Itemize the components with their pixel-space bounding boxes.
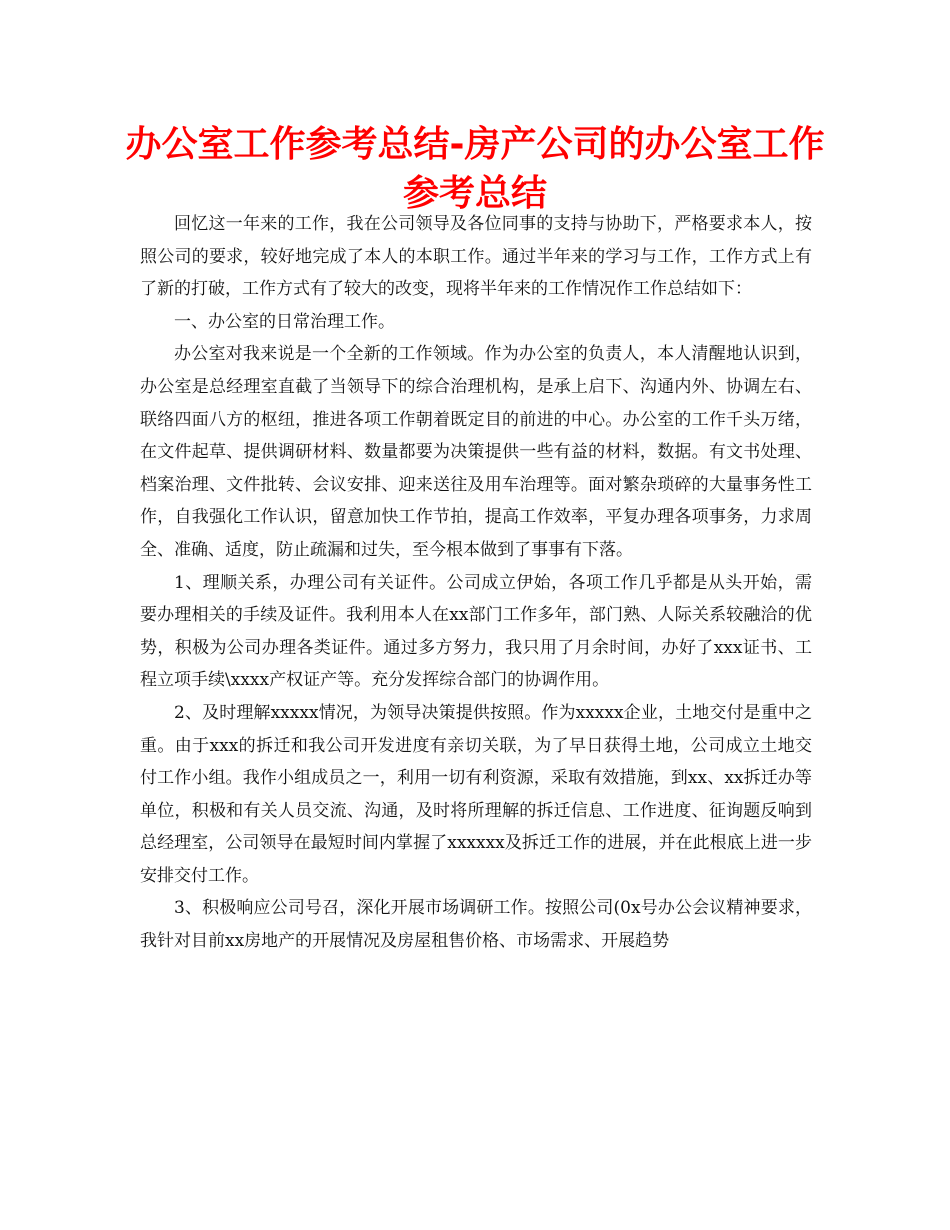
paragraph-item-1: 1、理顺关系，办理公司有关证件。公司成立伊始，各项工作几乎都是从头开始，需要办理相关的手续及证件。我利用本人在xx部门工作多年，部门熟、人际关系较融洽的优势，积极为公司办理各类证件。通过多方努力，我只用了月余时间，办好了xxx证书、工程立项手续\xxxx产权证产等。充分发挥综合部门的协调作用。 (140, 572, 812, 691)
paragraph-intro: 回忆这一年来的工作，我在公司领导及各位同事的支持与协助下，严格要求本人，按照公司的要求，较好地完成了本人的本职工作。通过半年来的学习与工作，工作方式上有了新的打破，工作方式有了较大的改变，现将半年来的工作情况作工作总结如下： (140, 214, 812, 300)
document-title: 办公室工作参考总结-房产公司的办公室工作参考总结 (125, 124, 825, 214)
document-body (140, 208, 812, 958)
paragraph-item-3: 3、积极响应公司号召，深化开展市场调研工作。按照公司(0x号办公会议精神要求，我针对目前xx房地产的开展情况及房屋租售价格、市场需求、开展趋势 (140, 898, 812, 952)
paragraph-office-role: 办公室对我来说是一个全新的工作领域。作为办公室的负责人，本人清醒地认识到，办公室是总经理室直截了当领导下的综合治理机构，是承上启下、沟通内外、协调左右、联络四面八方的枢纽，推进各项工作朝着既定目的前进的中心。办公室的工作千头万绪，在文件起草、提供调研材料、数量都要为决策提供一些有益的材料，数据。有文书处理、档案治理、文件批转、会议安排、迎来送往及用车治理等。面对繁杂琐碎的大量事务性工作，自我强化工作认识，留意加快工作节拍，提高工作效率，平复办理各项事务，力求周全、准确、适度，防止疏漏和过失，至今根本做到了事事有下落。 (140, 344, 812, 560)
paragraph-item-2: 2、及时理解xxxxx情况，为领导决策提供按照。作为xxxxx企业，土地交付是重中之重。由于xxx的拆迁和我公司开发进度有亲切关联，为了早日获得土地，公司成立土地交付工作小组。我作小组成员之一，利用一切有利资源，采取有效措施，到xx、xx拆迁办等单位，积极和有关人员交流、沟通，及时将所理解的拆迁信息、工作进度、征询题反响到总经理室，公司领导在最短时间内掌握了xxxxxx及拆迁工作的进展，并在此根底上进一步安排交付工作。 (140, 702, 812, 886)
section-heading-daily-management: 一、办公室的日常治理工作。 (174, 311, 395, 332)
